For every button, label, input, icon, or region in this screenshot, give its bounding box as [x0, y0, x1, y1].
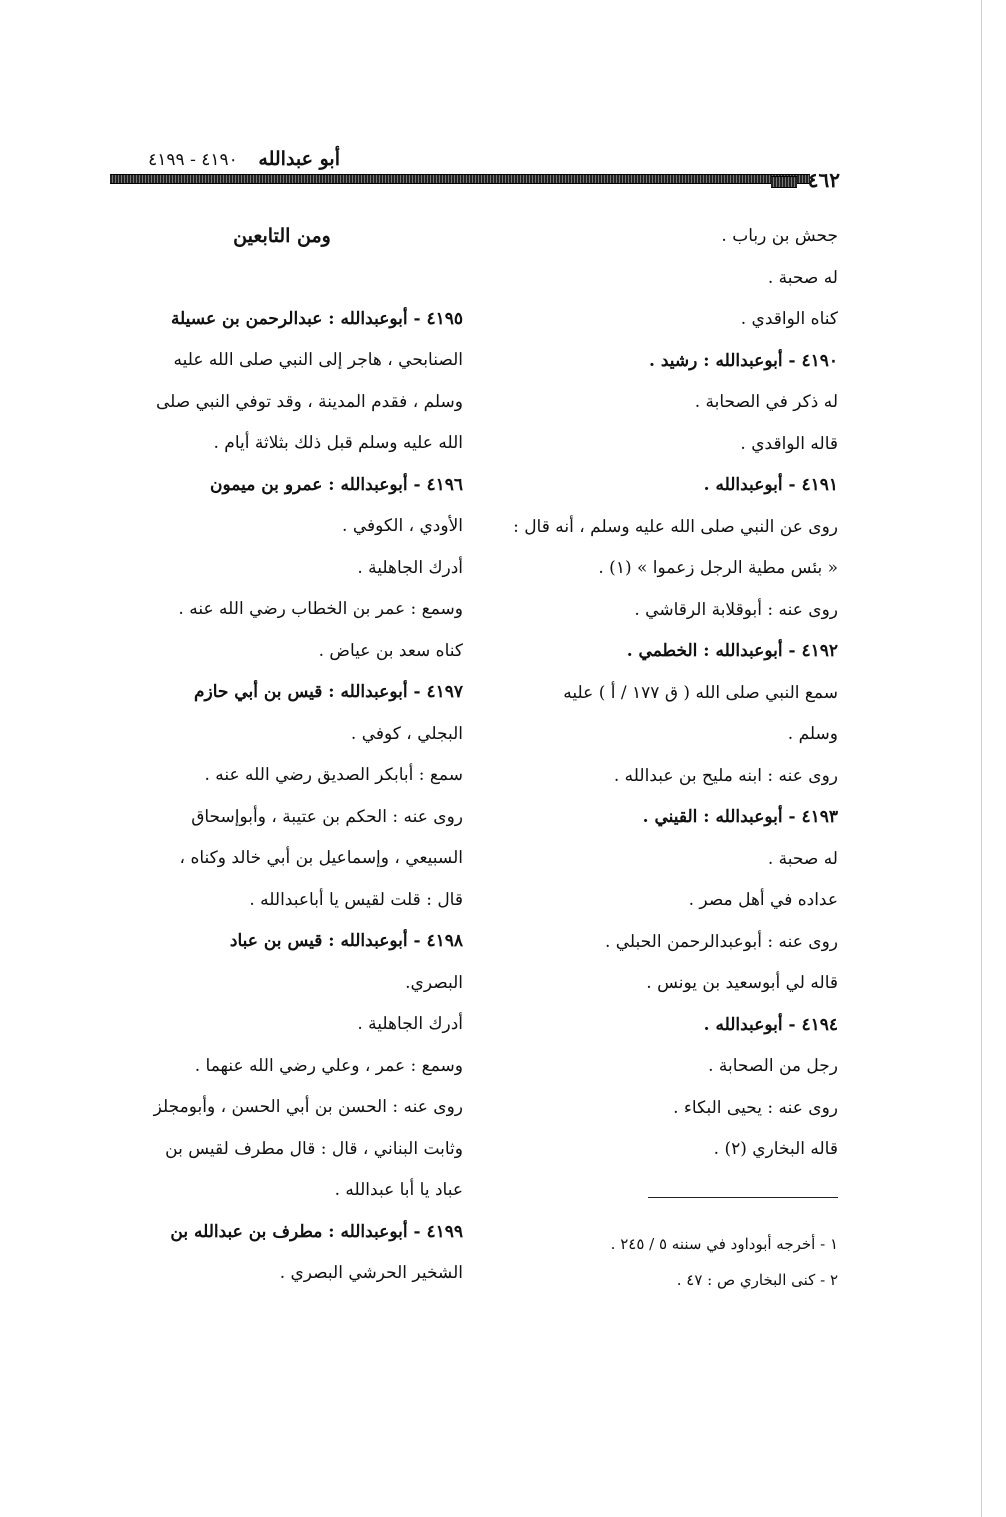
entry-heading: ٤١٩٥ - أبوعبدالله : عبدالرحمن بن عسيلة: [170, 308, 463, 329]
footnote-2: ٢ - كنى البخاري ص : ٤٧ .: [676, 1271, 838, 1289]
entry-heading: ٤١٩٣ - أبوعبدالله : القيني .: [642, 807, 838, 827]
entry-heading: ٤١٩١ - أبوعبدالله .: [703, 475, 838, 495]
section-title: ومن التابعين: [233, 225, 331, 247]
entry-heading: ٤١٩٠ - أبوعبدالله : رشيد .: [649, 350, 838, 371]
text-line: جحش بن رباب .: [721, 226, 838, 246]
text-line: رجل من الصحابة .: [708, 1056, 838, 1076]
text-line: روى عنه : ابنه مليح بن عبدالله .: [613, 765, 838, 786]
text-line: له صحبة .: [767, 267, 838, 288]
footnote-separator: [648, 1197, 838, 1198]
text-line: وسمع : عمر ، وعلي رضي الله عنهما .: [194, 1055, 463, 1076]
entry-heading: ٤١٩٩ - أبوعبدالله : مطرف بن عبدالله بن: [170, 1221, 463, 1242]
text-line: قاله البخاري (٢) .: [713, 1139, 838, 1159]
page-edge-line: [981, 0, 982, 1517]
text-line: سمع : أبابكر الصديق رضي الله عنه .: [204, 765, 463, 785]
text-line: البصري.: [405, 972, 463, 993]
text-line: روى عنه : الحكم بن عتيبة ، وأبوإسحاق: [191, 806, 463, 827]
entry-heading: ٤١٩٦ - أبوعبدالله : عمرو بن ميمون: [209, 474, 463, 495]
text-line: عباد يا أبا عبدالله .: [334, 1180, 463, 1200]
page-header: [110, 148, 840, 198]
page-number-text: ٤٦٢: [807, 168, 840, 192]
page-number: [770, 168, 840, 192]
running-head-title: أبو عبدالله: [258, 148, 340, 170]
text-line: الصنابحي ، هاجر إلى النبي صلى الله عليه: [173, 350, 463, 370]
text-line: روى عنه : يحيى البكاء .: [673, 1097, 838, 1118]
text-line: روى عن النبي صلى الله عليه وسلم ، أنه قال :: [513, 516, 838, 537]
entry-heading: ٤١٩٨ - أبوعبدالله : قيس بن عباد: [229, 931, 463, 951]
text-line: كناه سعد بن عياض .: [318, 640, 463, 661]
text-line: الشخير الحرشي البصري .: [279, 1263, 463, 1283]
running-head: [148, 148, 340, 170]
text-line: البجلي ، كوفي .: [350, 723, 463, 744]
text-line: قاله لي أبوسعيد بن يونس .: [646, 973, 838, 993]
entry-heading: ٤١٩٤ - أبوعبدالله .: [703, 1014, 838, 1035]
text-line: وسمع : عمر بن الخطاب رضي الله عنه .: [178, 599, 463, 619]
text-line: السبيعي ، وإسماعيل بن أبي خالد وكناه ،: [179, 848, 463, 868]
text-line: الأودي ، الكوفي .: [342, 516, 463, 536]
text-line: قال : قلت لقيس يا أباعبدالله .: [249, 889, 463, 910]
text-line: روى عنه : أبوعبدالرحمن الحبلي .: [604, 931, 838, 952]
text-line: له ذكر في الصحابة .: [694, 392, 838, 412]
text-line: سمع النبي صلى الله ( ق ١٧٧ / أ ) عليه: [563, 682, 838, 703]
text-line: وثابت البناني ، قال : قال مطرف لقيس بن: [165, 1138, 463, 1159]
text-line: عداده في أهل مصر .: [688, 890, 838, 910]
left-column: [111, 216, 463, 1295]
footnote-1: ١ - أخرجه أبوداود في سننه ٥ / ٢٤٥ .: [610, 1235, 838, 1253]
text-line: وسلم .: [787, 724, 838, 744]
text-line: وسلم ، فقدم المدينة ، وقد توفي النبي صلى: [155, 391, 463, 412]
right-column: [478, 216, 838, 1171]
text-line: روى عنه : الحسن بن أبي الحسن ، وأبومجلز: [153, 1097, 463, 1117]
running-head-range: ٤١٩٠ - ٤١٩٩: [148, 150, 238, 170]
text-line: كناه الواقدي .: [740, 309, 838, 329]
text-line: روى عنه : أبوقلابة الرقاشي .: [634, 599, 838, 620]
text-line: له صحبة .: [767, 848, 838, 869]
footnotes: [478, 1226, 838, 1298]
text-line: « بئس مطية الرجل زعموا » (١) .: [598, 558, 838, 578]
entry-heading: ٤١٩٧ - أبوعبدالله : قيس بن أبي حازم: [193, 682, 463, 702]
header-rule: [110, 174, 810, 184]
text-line: أدرك الجاهلية .: [357, 1014, 463, 1034]
entry-heading: ٤١٩٢ - أبوعبدالله : الخطمي .: [626, 641, 838, 661]
text-line: الله عليه وسلم قبل ذلك بثلاثة أيام .: [213, 433, 463, 453]
text-line: أدرك الجاهلية .: [357, 557, 463, 578]
text-line: قاله الواقدي .: [740, 433, 838, 454]
